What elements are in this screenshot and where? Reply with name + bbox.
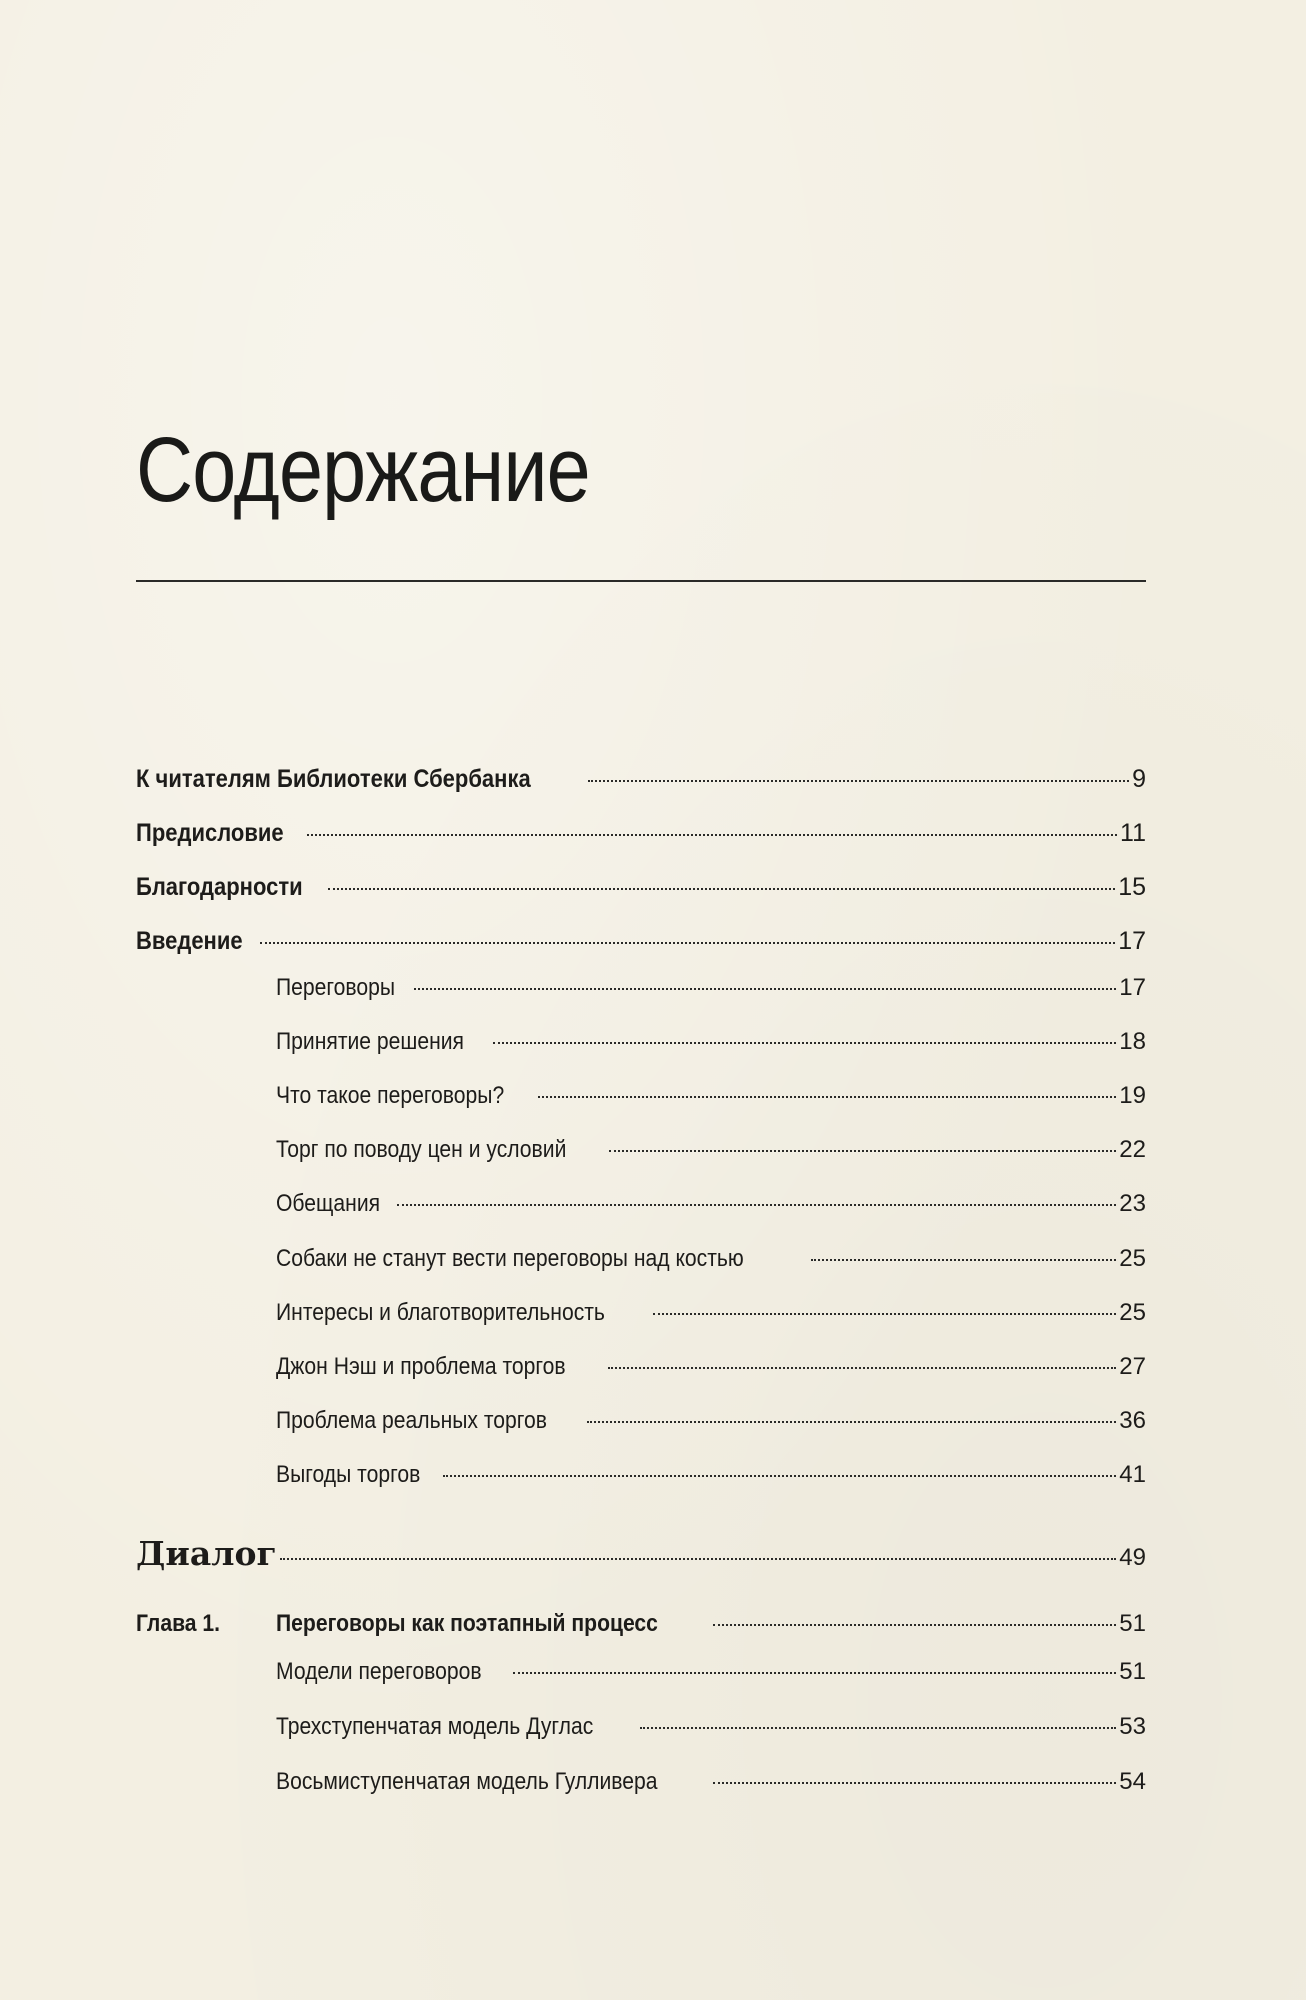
toc-entry-label: Модели переговоров xyxy=(276,1658,482,1685)
leader-dots xyxy=(493,1042,1117,1044)
toc-page-number: 11 xyxy=(1120,819,1146,847)
toc-entry-label: Собаки не станут вести переговоры над костью xyxy=(276,1245,744,1272)
leader-dots xyxy=(609,1150,1116,1152)
toc-entry-label: Джон Нэш и проблема торгов xyxy=(276,1353,566,1380)
toc-entry-label: Благодарности xyxy=(136,873,303,901)
toc-subentry[interactable] xyxy=(276,1407,1146,1435)
toc-page-number: 54 xyxy=(1119,1768,1146,1795)
leader-dots xyxy=(588,780,1130,782)
leader-dots xyxy=(260,942,1115,944)
toc-entry-label: Проблема реальных торгов xyxy=(276,1407,547,1434)
toc-page-number: 25 xyxy=(1119,1299,1146,1326)
toc-subentry[interactable] xyxy=(276,974,1146,1002)
toc-entry-label: Принятие решения xyxy=(276,1028,464,1055)
toc-entry-label: Введение xyxy=(136,927,243,955)
toc-entry-label: Что такое переговоры? xyxy=(276,1082,505,1109)
leader-dots xyxy=(811,1259,1117,1261)
toc-subentry[interactable] xyxy=(276,1658,1146,1686)
leader-dots xyxy=(538,1096,1116,1098)
toc-part-label: Диалог xyxy=(136,1534,277,1573)
leader-dots xyxy=(307,834,1117,836)
toc-entry-readers[interactable] xyxy=(136,765,1146,794)
leader-dots xyxy=(653,1313,1117,1315)
leader-dots xyxy=(414,988,1116,990)
toc-entry-preface[interactable] xyxy=(136,819,1146,848)
toc-entry-label: Торг по поводу цен и условий xyxy=(276,1136,567,1163)
toc-page-number: 15 xyxy=(1118,873,1146,901)
toc-page-number: 23 xyxy=(1119,1190,1146,1217)
toc-subentry[interactable] xyxy=(276,1461,1146,1489)
toc-chapter-1[interactable] xyxy=(136,1610,1146,1638)
leader-dots xyxy=(587,1421,1116,1423)
toc-subentry[interactable] xyxy=(276,1028,1146,1056)
toc-subentry[interactable] xyxy=(276,1136,1146,1164)
toc-page-number: 17 xyxy=(1118,927,1146,955)
toc-entry-label: Предисловие xyxy=(136,819,284,847)
toc-page-number: 18 xyxy=(1119,1028,1146,1055)
toc-entry-label: К читателям Библиотеки Сбербанка xyxy=(136,765,531,793)
page-title: Содержание xyxy=(136,419,590,521)
toc-page-number: 17 xyxy=(1119,974,1146,1001)
toc-entry-label: Переговоры xyxy=(276,974,396,1001)
leader-dots xyxy=(608,1367,1116,1369)
toc-entry-label: Интересы и благотворительность xyxy=(276,1299,605,1326)
toc-entry-label: Выгоды торгов xyxy=(276,1461,421,1488)
toc-page-number: 41 xyxy=(1119,1461,1146,1488)
toc-entry-introduction[interactable] xyxy=(136,927,1146,956)
leader-dots xyxy=(397,1204,1116,1206)
toc-subentry[interactable] xyxy=(276,1768,1146,1796)
toc-subentry[interactable] xyxy=(276,1245,1146,1273)
leader-dots xyxy=(513,1672,1117,1674)
toc-page-number: 49 xyxy=(1119,1544,1146,1571)
toc-page-number: 27 xyxy=(1119,1353,1146,1380)
toc-entry-label: Обещания xyxy=(276,1190,381,1217)
title-rule xyxy=(136,580,1146,582)
toc-entry-label: Восьмиступенчатая модель Гулливера xyxy=(276,1768,658,1795)
toc-subentry[interactable] xyxy=(276,1713,1146,1741)
toc-entry-label: Трехступенчатая модель Дуглас xyxy=(276,1713,594,1740)
leader-dots xyxy=(713,1624,1116,1626)
leader-dots xyxy=(640,1727,1117,1729)
toc-page-number: 51 xyxy=(1119,1610,1146,1637)
leader-dots xyxy=(280,1558,1117,1560)
toc-page-number: 9 xyxy=(1132,765,1146,793)
toc-subentry[interactable] xyxy=(276,1353,1146,1381)
toc-subentry[interactable] xyxy=(276,1082,1146,1110)
toc-page-number: 36 xyxy=(1119,1407,1146,1434)
toc-page-number: 51 xyxy=(1119,1658,1146,1685)
leader-dots xyxy=(713,1782,1117,1784)
toc-subentry[interactable] xyxy=(276,1190,1146,1218)
toc-subentry[interactable] xyxy=(276,1299,1146,1327)
toc-page-number: 19 xyxy=(1119,1082,1146,1109)
toc-entry-acknowledgements[interactable] xyxy=(136,873,1146,902)
toc-page-number: 25 xyxy=(1119,1245,1146,1272)
toc-part-dialog[interactable] xyxy=(136,1534,1146,1573)
leader-dots xyxy=(443,1475,1116,1477)
leader-dots xyxy=(328,888,1115,890)
toc-page-number: 53 xyxy=(1119,1713,1146,1740)
chapter-title: Переговоры как поэтапный процесс xyxy=(276,1610,658,1637)
chapter-number: Глава 1. xyxy=(136,1610,221,1637)
toc-page-number: 22 xyxy=(1119,1136,1146,1163)
